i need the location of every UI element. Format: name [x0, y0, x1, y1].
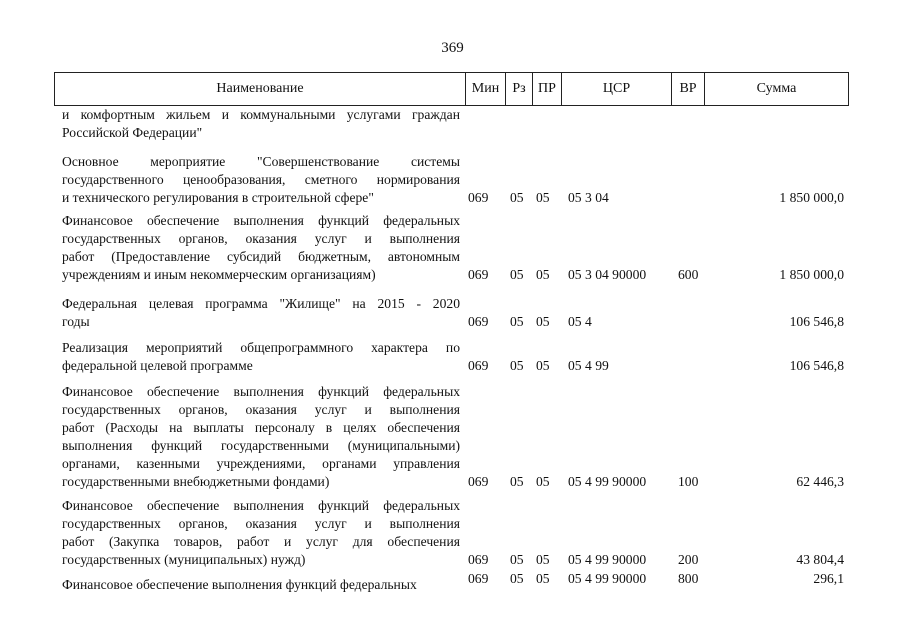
row-name-line: государственных органов, оказания услуг и выполнения — [62, 231, 460, 246]
cell-min: 069 — [468, 267, 489, 282]
cell-pr: 05 — [536, 267, 550, 282]
row-name-line: и комфортным жильем и коммунальными услугами граждан — [62, 107, 460, 122]
row-name — [62, 295, 460, 331]
table-row — [54, 106, 849, 142]
row-name-line: государственных (муниципальных) нужд) — [62, 552, 306, 567]
cell-pr: 05 — [536, 314, 550, 329]
table-row — [54, 295, 849, 331]
row-name — [62, 497, 460, 569]
cell-pr: 05 — [536, 552, 550, 567]
cell-sum: 106 546,8 — [789, 358, 844, 373]
row-name-line: Финансовое обеспечение выполнения функций федеральных — [62, 577, 417, 592]
cell-sum: 1 850 000,0 — [779, 267, 844, 282]
cell-pr: 05 — [536, 358, 550, 373]
row-name-line: Финансовое обеспечение выполнения функций федеральных — [62, 384, 460, 399]
column-header-min: Мин — [465, 73, 505, 105]
table-row — [54, 212, 849, 284]
row-name — [62, 212, 460, 284]
row-name-line: Федеральная целевая программа "Жилище" на 2015 - 2020 — [62, 296, 460, 311]
row-name-line: органами, казенными учреждениями, органами управления — [62, 456, 460, 471]
page-number: 369 — [441, 40, 464, 56]
row-name — [62, 383, 460, 491]
row-name — [62, 153, 460, 207]
cell-rz: 05 — [510, 571, 524, 586]
column-header-vr: ВР — [671, 73, 704, 105]
row-name-line: государственных органов, оказания услуг и выполнения — [62, 516, 460, 531]
cell-csr: 05 4 99 90000 — [568, 571, 647, 586]
table-row — [54, 571, 849, 594]
cell-vr: 100 — [678, 474, 699, 489]
table-row — [54, 153, 849, 207]
column-header-rz: Рз — [505, 73, 532, 105]
row-name-line: и технического регулирования в строительной сфере" — [62, 190, 374, 205]
row-name — [62, 576, 460, 594]
row-name-line: годы — [62, 314, 90, 329]
row-name — [62, 106, 460, 142]
column-header-name: Наименование — [216, 81, 304, 96]
row-name-line: учреждениям и иным некоммерческим организациям) — [62, 267, 376, 282]
row-name-line: выполнения функций государственными (муниципальными) — [62, 438, 460, 453]
cell-rz: 05 — [510, 358, 524, 373]
cell-csr: 05 4 99 90000 — [568, 552, 647, 567]
cell-rz: 05 — [510, 552, 524, 567]
row-name-line: Российской Федерации" — [62, 125, 203, 140]
cell-sum: 62 446,3 — [796, 474, 844, 489]
cell-rz: 05 — [510, 314, 524, 329]
cell-csr: 05 4 — [568, 314, 592, 329]
table-row — [54, 383, 849, 491]
row-name-line: государственных органов, оказания услуг и выполнения — [62, 402, 460, 417]
row-name-line: государственного ценообразования, сметного нормирования — [62, 172, 460, 187]
column-header-sum: Сумма — [704, 73, 848, 105]
cell-csr: 05 4 99 90000 — [568, 474, 647, 489]
cell-pr: 05 — [536, 571, 550, 586]
cell-min: 069 — [468, 571, 489, 586]
cell-pr: 05 — [536, 190, 550, 205]
cell-vr: 800 — [678, 571, 699, 586]
cell-vr: 200 — [678, 552, 699, 567]
cell-min: 069 — [468, 552, 489, 567]
cell-csr: 05 3 04 — [568, 190, 609, 205]
cell-rz: 05 — [510, 474, 524, 489]
column-header-pr: ПР — [532, 73, 561, 105]
row-name-line: работ (Закупка товаров, работ и услуг для обеспечения — [62, 534, 460, 549]
row-name-line: федеральной целевой программе — [62, 358, 253, 373]
row-name-line: Основное мероприятие "Совершенствование системы — [62, 154, 460, 169]
cell-sum: 296,1 — [813, 571, 844, 586]
row-name-line: Финансовое обеспечение выполнения функций федеральных — [62, 213, 460, 228]
row-name-line: Реализация мероприятий общепрограммного характера по — [62, 340, 460, 355]
row-name — [62, 339, 460, 375]
cell-vr: 600 — [678, 267, 699, 282]
cell-rz: 05 — [510, 267, 524, 282]
cell-sum: 1 850 000,0 — [779, 190, 844, 205]
cell-min: 069 — [468, 358, 489, 373]
column-header-csr: ЦСР — [561, 73, 671, 105]
row-name-line: государственными внебюджетными фондами) — [62, 474, 330, 489]
table-row — [54, 497, 849, 569]
cell-csr: 05 4 99 — [568, 358, 609, 373]
cell-min: 069 — [468, 190, 489, 205]
cell-sum: 106 546,8 — [789, 314, 844, 329]
row-name-line: работ (Предоставление субсидий бюджетным, автономным — [62, 249, 460, 264]
cell-min: 069 — [468, 314, 489, 329]
row-name-line: Финансовое обеспечение выполнения функций федеральных — [62, 498, 460, 513]
cell-sum: 43 804,4 — [796, 552, 844, 567]
table-row — [54, 339, 849, 375]
row-name-line: работ (Расходы на выплаты персоналу в целях обеспечения — [62, 420, 460, 435]
cell-pr: 05 — [536, 474, 550, 489]
cell-min: 069 — [468, 474, 489, 489]
table-header — [54, 72, 849, 106]
cell-rz: 05 — [510, 190, 524, 205]
cell-csr: 05 3 04 90000 — [568, 267, 647, 282]
